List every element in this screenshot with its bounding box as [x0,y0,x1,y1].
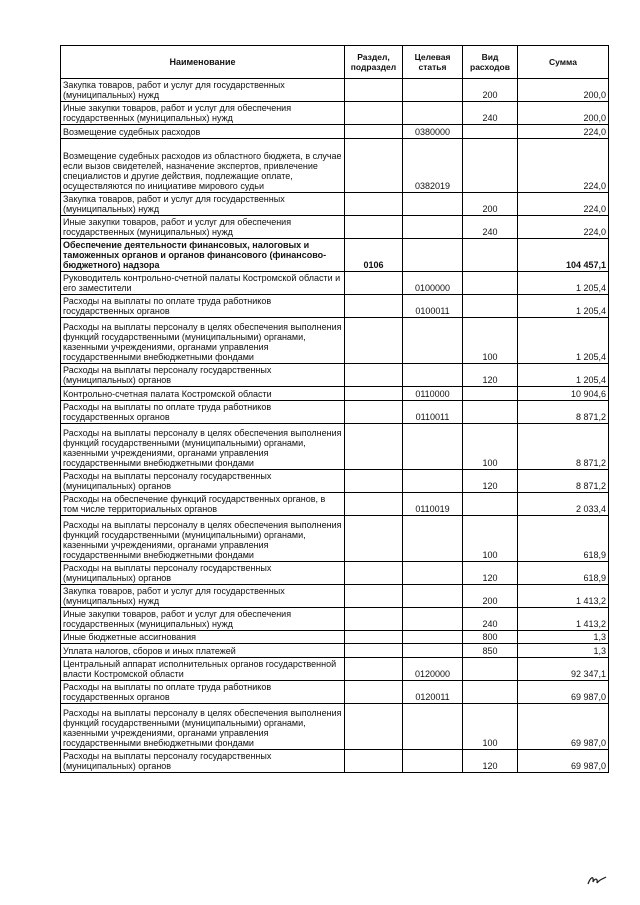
table-row [61,750,609,773]
row-type: 100 [463,704,518,750]
row-type [463,493,518,516]
row-name: Иные закупки товаров, работ и услуг для обеспечения государственных (муниципальных) нужд [61,608,345,631]
row-type [463,681,518,704]
table-row [61,79,609,102]
row-name: Расходы на выплаты персоналу в целях обеспечения выполнения функций государственными (муниципальными) органами, казенными учреждениями, органами управления государственными внебюджетными фондами [61,704,345,750]
row-type: 120 [463,750,518,773]
row-target [403,562,463,585]
row-name: Иные закупки товаров, работ и услуг для обеспечения государственных (муниципальных) нужд [61,216,345,239]
row-sum: 224,0 [518,216,609,239]
row-type: 200 [463,193,518,216]
row-section [345,424,403,470]
header-section: Раздел, подраздел [345,46,403,79]
budget-table [60,45,609,773]
row-section [345,493,403,516]
row-type: 200 [463,585,518,608]
table-row [61,139,609,193]
row-target: 0380000 [403,125,463,139]
row-type: 120 [463,562,518,585]
table-row [61,493,609,516]
row-type [463,401,518,424]
row-type: 800 [463,631,518,644]
row-type [463,125,518,139]
row-target [403,585,463,608]
row-sum: 1,3 [518,631,609,644]
row-name: Контрольно-счетная палата Костромской области [61,387,345,401]
row-target: 0110011 [403,401,463,424]
row-name: Центральный аппарат исполнительных органов государственной власти Костромской области [61,658,345,681]
row-name: Уплата налогов, сборов и иных платежей [61,644,345,658]
row-target [403,79,463,102]
row-sum: 618,9 [518,516,609,562]
header-name: Наименование [61,46,345,79]
row-target [403,193,463,216]
row-section [345,516,403,562]
row-target [403,704,463,750]
row-section [345,102,403,125]
row-name: Расходы на выплаты персоналу в целях обеспечения выполнения функций государственными (муниципальными) органами, казенными учреждениями, органами управления государственными внебюджетными фондами [61,318,345,364]
table-row [61,562,609,585]
table-row [61,470,609,493]
row-sum: 69 987,0 [518,750,609,773]
row-sum: 8 871,2 [518,470,609,493]
row-section [345,193,403,216]
row-type [463,239,518,272]
row-type [463,387,518,401]
row-name: Расходы на выплаты по оплате труда работников государственных органов [61,295,345,318]
row-name: Закупка товаров, работ и услуг для государственных (муниципальных) нужд [61,79,345,102]
row-target: 0100011 [403,295,463,318]
row-sum: 1 205,4 [518,272,609,295]
row-sum: 1 413,2 [518,585,609,608]
table-row [61,125,609,139]
row-section [345,125,403,139]
row-type: 120 [463,470,518,493]
row-type: 850 [463,644,518,658]
row-target [403,239,463,272]
table-row [61,102,609,125]
row-target [403,750,463,773]
row-sum: 1 205,4 [518,318,609,364]
row-section [345,272,403,295]
row-name: Возмещение судебных расходов [61,125,345,139]
row-sum: 1 205,4 [518,364,609,387]
row-type: 120 [463,364,518,387]
row-target: 0100000 [403,272,463,295]
table-row [61,704,609,750]
row-type: 240 [463,102,518,125]
row-type [463,295,518,318]
row-type: 100 [463,516,518,562]
row-section [345,585,403,608]
row-type: 200 [463,79,518,102]
row-sum: 104 457,1 [518,239,609,272]
row-type: 100 [463,424,518,470]
table-row [61,516,609,562]
header-type: Вид расходов [463,46,518,79]
row-type: 100 [463,318,518,364]
row-target [403,631,463,644]
table-body [61,79,609,773]
row-section [345,216,403,239]
row-name: Расходы на выплаты персоналу в целях обеспечения выполнения функций государственными (муниципальными) органами, казенными учреждениями, органами управления государственными внебюджетными фондами [61,516,345,562]
table-row [61,364,609,387]
row-section [345,470,403,493]
row-type: 240 [463,608,518,631]
header-sum: Сумма [518,46,609,79]
table-row [61,295,609,318]
row-sum: 8 871,2 [518,401,609,424]
row-name: Расходы на выплаты по оплате труда работников государственных органов [61,681,345,704]
row-target [403,516,463,562]
row-name: Расходы на выплаты персоналу в целях обеспечения выполнения функций государственными (муниципальными) органами, казенными учреждениями, органами управления государственными внебюджетными фондами [61,424,345,470]
table-row [61,631,609,644]
row-section: 0106 [345,239,403,272]
row-target [403,318,463,364]
row-target [403,424,463,470]
row-name: Иные закупки товаров, работ и услуг для обеспечения государственных (муниципальных) нужд [61,102,345,125]
row-section [345,658,403,681]
row-section [345,608,403,631]
row-target [403,102,463,125]
table-row [61,401,609,424]
row-sum: 224,0 [518,139,609,193]
row-name: Иные бюджетные ассигнования [61,631,345,644]
row-target: 0120011 [403,681,463,704]
table-row [61,585,609,608]
table-row [61,424,609,470]
table-header-row [61,46,609,79]
row-target [403,644,463,658]
header-target: Целевая статья [403,46,463,79]
signature-mark [586,872,608,888]
row-section [345,704,403,750]
row-type [463,272,518,295]
row-sum: 10 904,6 [518,387,609,401]
row-sum: 8 871,2 [518,424,609,470]
row-sum: 200,0 [518,102,609,125]
table-row [61,644,609,658]
row-target [403,364,463,387]
row-section [345,750,403,773]
row-target [403,216,463,239]
row-sum: 224,0 [518,193,609,216]
row-section [345,318,403,364]
row-name: Руководитель контрольно-счетной палаты Костромской области и его заместители [61,272,345,295]
row-sum: 618,9 [518,562,609,585]
row-section [345,295,403,318]
row-target [403,470,463,493]
row-target: 0110019 [403,493,463,516]
row-section [345,631,403,644]
row-name: Расходы на выплаты персоналу государственных (муниципальных) органов [61,750,345,773]
row-section [345,401,403,424]
row-section [345,364,403,387]
row-section [345,681,403,704]
row-target: 0382019 [403,139,463,193]
row-sum: 92 347,1 [518,658,609,681]
table-row [61,193,609,216]
row-target [403,608,463,631]
row-sum: 1 413,2 [518,608,609,631]
row-section [345,562,403,585]
row-name: Расходы на выплаты персоналу государственных (муниципальных) органов [61,364,345,387]
row-sum: 2 033,4 [518,493,609,516]
row-target: 0120000 [403,658,463,681]
table-row [61,216,609,239]
row-type [463,658,518,681]
row-name: Расходы на выплаты по оплате труда работников государственных органов [61,401,345,424]
row-sum: 1 205,4 [518,295,609,318]
table-row [61,658,609,681]
row-sum: 69 987,0 [518,681,609,704]
table-row [61,681,609,704]
row-sum: 69 987,0 [518,704,609,750]
row-type [463,139,518,193]
row-sum: 1,3 [518,644,609,658]
row-type: 240 [463,216,518,239]
row-section [345,139,403,193]
row-name: Расходы на выплаты персоналу государственных (муниципальных) органов [61,562,345,585]
table-row [61,387,609,401]
row-name: Обеспечение деятельности финансовых, налоговых и таможенных органов и органов финансового (финансово-бюджетного) надзора [61,239,345,272]
row-section [345,387,403,401]
row-sum: 200,0 [518,79,609,102]
row-section [345,644,403,658]
row-name: Закупка товаров, работ и услуг для государственных (муниципальных) нужд [61,193,345,216]
row-target: 0110000 [403,387,463,401]
row-name: Возмещение судебных расходов из областного бюджета, в случае если вызов свидетелей, назначение экспертов, привлечение специалистов и другие действия, подлежащие оплате, осуществляются по инициативе мирового судьи [61,139,345,193]
table-row [61,272,609,295]
row-section [345,79,403,102]
row-name: Расходы на выплаты персоналу государственных (муниципальных) органов [61,470,345,493]
table-row [61,318,609,364]
table-row [61,239,609,272]
row-name: Закупка товаров, работ и услуг для государственных (муниципальных) нужд [61,585,345,608]
row-name: Расходы на обеспечение функций государственных органов, в том числе территориальных органов [61,493,345,516]
row-sum: 224,0 [518,125,609,139]
table-row [61,608,609,631]
